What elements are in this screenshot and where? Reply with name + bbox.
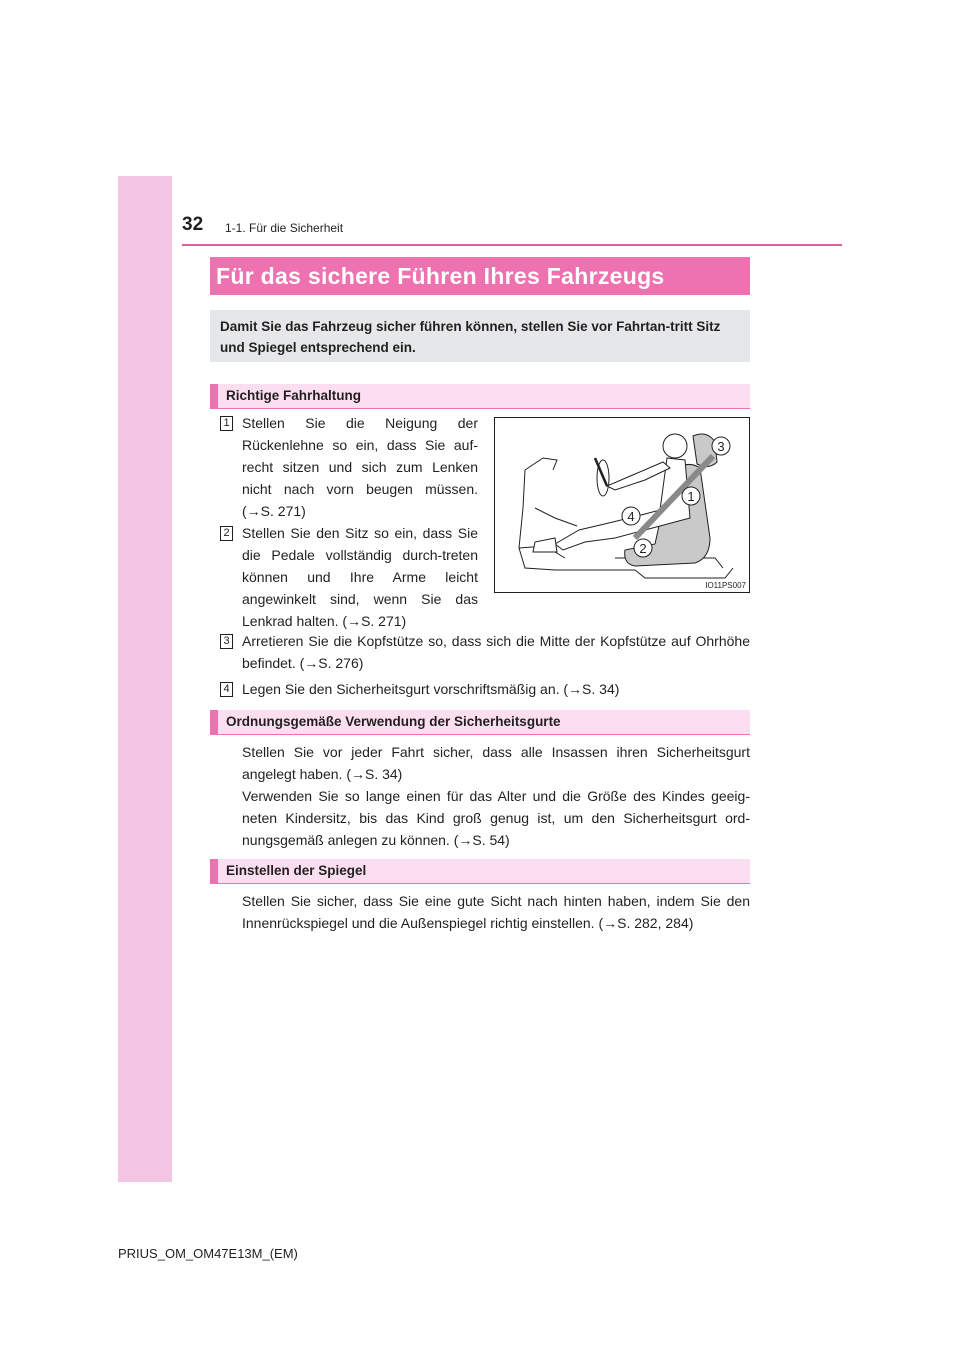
footer-doc-code: PRIUS_OM_OM47E13M_(EM) (118, 1246, 298, 1261)
mirrors-text: Stellen Sie sicher, dass Sie eine gute Sicht nach hinten haben, indem Sie den Innenrückspiegel und die Außenspiegel richtig einstellen. (→S. 282, 284) (242, 893, 750, 931)
item-number-1: 1 (220, 416, 233, 431)
callout-4: 4 (627, 509, 635, 524)
item-number-3: 3 (220, 634, 233, 649)
callout-3: 3 (717, 439, 725, 454)
page-title-bar (210, 257, 750, 295)
callout-2: 2 (639, 541, 647, 556)
page-edge-band (118, 176, 172, 1182)
posture-item-2: Stellen Sie den Sitz so ein, dass Sie die Pedale vollständig durch-treten können und Ihre Arme leicht angewinkelt sind, wenn Sie das Lenkrad halten. (→S. 271) (242, 525, 478, 629)
driving-posture-figure (494, 417, 750, 593)
heading-posture: Richtige Fahrhaltung (210, 384, 750, 409)
driver-seat-illustration (495, 418, 749, 592)
item-number-2: 2 (220, 526, 233, 541)
page-number: 32 (182, 214, 204, 235)
posture-item-1: Stellen Sie die Neigung der Rückenlehne so ein, dass Sie auf-recht sitzen und sich zum Lenken nicht nach vorn beugen müssen. (→S. 271) (242, 415, 478, 519)
seatbelts-text-2: Verwenden Sie so lange einen für das Alter und die Größe des Kindes geeig-neten Kindersitz, bis das Kind groß genug ist, um den Sicherheitsgurt ord-nungsgemäß anlegen zu können. (→S. 54) (242, 788, 750, 848)
heading-seatbelts: Ordnungsgemäße Verwendung der Sicherheitsgurte (210, 710, 750, 735)
posture-item-3: Arretieren Sie die Kopfstütze so, dass sich die Mitte der Kopfstütze auf Ohrhöhe befindet. (→S. 276) (242, 633, 750, 671)
header-rule (182, 244, 842, 246)
posture-item-4: Legen Sie den Sicherheitsgurt vorschriftsmäßig an. (→S. 34) (242, 681, 620, 697)
intro-box: Damit Sie das Fahrzeug sicher führen können, stellen Sie vor Fahrtan-tritt Sitz und Spiegel entsprechend ein. (210, 310, 750, 362)
figure-code: IO11PS007 (705, 581, 746, 590)
section-label: 1-1. Für die Sicherheit (225, 221, 344, 235)
seatbelts-text-1: Stellen Sie vor jeder Fahrt sicher, dass alle Insassen ihren Sicherheitsgurt angelegt haben. (→S. 34) (242, 744, 750, 782)
callout-1: 1 (687, 489, 695, 504)
heading-mirrors: Einstellen der Spiegel (210, 859, 750, 884)
item-number-4: 4 (220, 682, 233, 697)
page-title: Für das sichere Führen Ihres Fahrzeugs (216, 263, 665, 289)
